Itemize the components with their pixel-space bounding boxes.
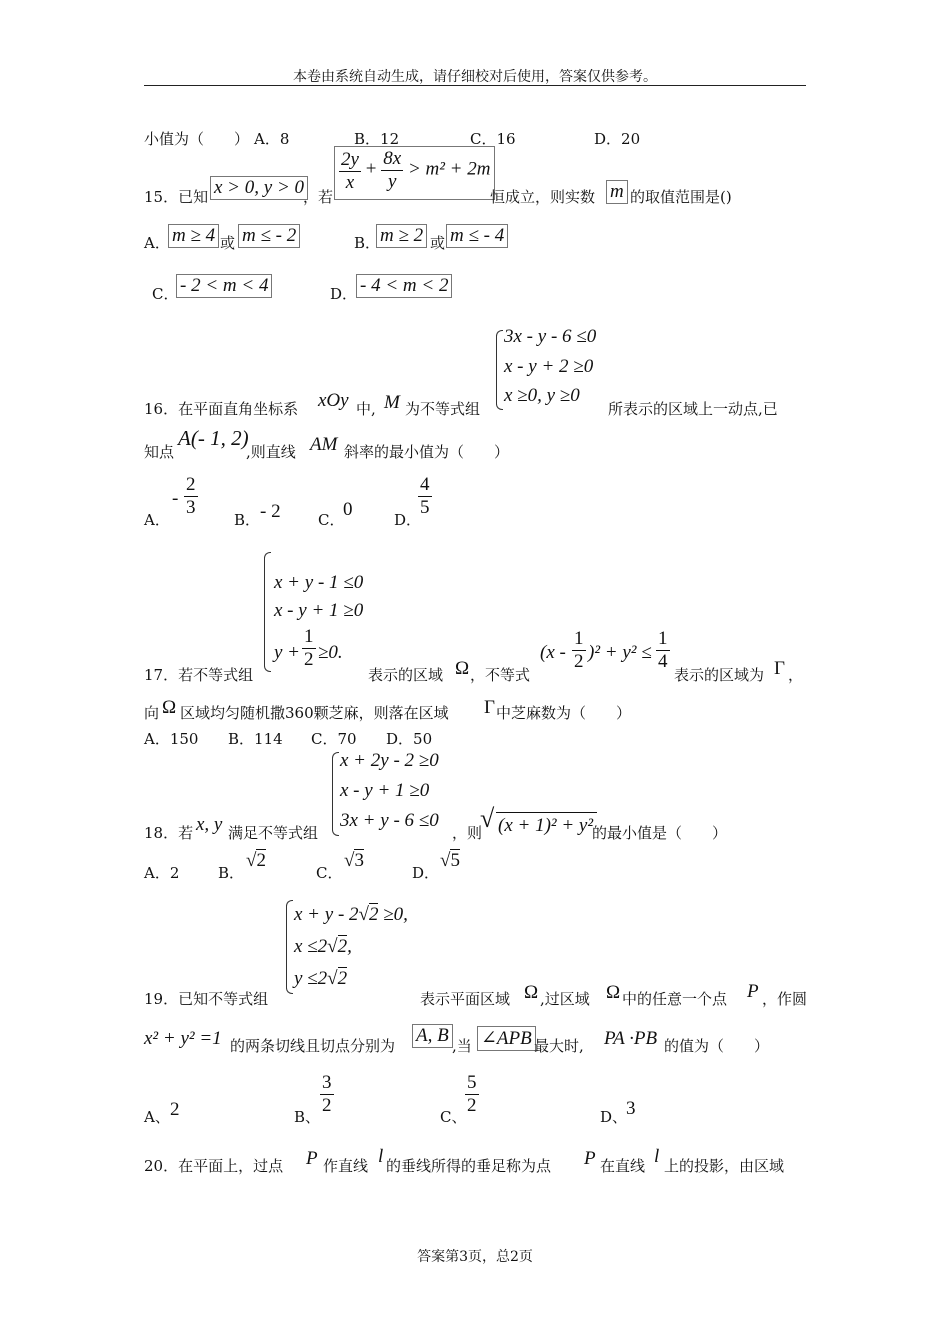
q20-e: 上的投影，由区域 [664, 1157, 785, 1175]
q14-lead: 小值为（ ） [144, 130, 250, 148]
q17-line2a: 向 [144, 704, 160, 722]
q19-sys3a: y ≤2 [294, 968, 328, 989]
q16-a-sign: - [172, 488, 179, 509]
q19-ab: A, B [412, 1024, 453, 1048]
q16-b-label: B． [234, 511, 261, 529]
q16-am: AM [310, 434, 338, 455]
q15-b-or: 或 [430, 234, 446, 252]
q15-d1: - 4 < m < 2 [356, 274, 452, 298]
q19-c-fraction [465, 1072, 479, 1117]
q18-tail: 的最小值是（ ） [592, 824, 728, 842]
page-footer: 答案第3页，总2页 [417, 1249, 533, 1265]
q16-mid2: 为不等式组 [405, 400, 481, 418]
q16-c-label: C． [318, 511, 345, 529]
q16-d-label: D． [394, 511, 422, 529]
q19-mid3: 中的任意一个点 [622, 990, 728, 1008]
q17-sys3-fraction [302, 626, 316, 671]
q15-rhs: > m² + 2m [407, 158, 491, 180]
sqrt-icon: √ [358, 904, 369, 925]
q15-a-label: A． [144, 234, 170, 252]
q16-b: - 2 [260, 501, 281, 522]
q17-option-d: D．50 [386, 730, 433, 748]
q19-angle: ∠APB [477, 1026, 536, 1051]
q19-line2c: 最大时, [534, 1037, 584, 1055]
q15-c-label: C． [152, 285, 179, 303]
q17-option-c: C．70 [311, 730, 357, 748]
q16-d-den: 5 [420, 497, 430, 518]
q17-line2c: 中芝麻数为（ ） [496, 704, 632, 722]
q15-a-or: 或 [220, 234, 236, 252]
q18-option-a: A．2 [144, 864, 180, 882]
q16-a-num: 2 [186, 474, 196, 495]
q16-line2b: ,则直线 [246, 443, 296, 461]
q17-option-a: A．150 [144, 730, 199, 748]
q20-p: P [306, 1148, 318, 1169]
q16-d-num: 4 [420, 474, 430, 495]
q17-system-brace [264, 552, 271, 672]
sqrt-icon: √2 [246, 850, 266, 871]
q16-number: 16．在平面直角坐标系 [144, 400, 299, 418]
q15-a1: m ≥ 4 [168, 224, 219, 248]
q19-b-num: 3 [322, 1072, 332, 1093]
q15-number: 15．已知 [144, 188, 209, 206]
q18-sys3: 3x + y - 6 ≤0 [340, 810, 439, 831]
q14-option-b: B．12 [354, 130, 400, 148]
q15-tail: 恒成立，则实数 [490, 188, 596, 206]
q19-system-brace [286, 900, 293, 994]
q20-l-2: l [654, 1146, 660, 1167]
q16-c: 0 [343, 499, 353, 520]
sqrt-icon: √ [480, 804, 495, 833]
q18-sys1: x + 2y - 2 ≥0 [340, 750, 439, 771]
q16-m: M [384, 392, 400, 413]
q14-option-c: C．16 [470, 130, 516, 148]
q18-d-radicand: 5 [450, 850, 460, 871]
q15-frac2-num: 8x [383, 148, 402, 169]
q19-sys3b: 2 [337, 968, 348, 989]
q19-line2d: 的值为（ ） [664, 1037, 770, 1055]
q16-mid1: 中, [356, 400, 376, 418]
q18-d-label: D． [412, 864, 440, 882]
q19-sys1b: 2 [368, 904, 379, 925]
q16-d-fraction [418, 474, 432, 519]
q15-var: m [606, 180, 628, 204]
q19-sys2a: x ≤2 [294, 936, 328, 957]
q17-option-b: B．114 [228, 730, 283, 748]
q15-a2: m ≤ - 2 [238, 224, 300, 248]
q18-b-label: B． [218, 864, 245, 882]
q18-c-label: C． [316, 864, 343, 882]
q17-sys3-den: 2 [304, 649, 314, 670]
q15-b1: m ≥ 2 [376, 224, 427, 248]
q19-circle: x² + y² =1 [144, 1028, 222, 1049]
q16-a-den: 3 [186, 497, 196, 518]
q15-b2: m ≤ - 4 [446, 224, 508, 248]
page-header: 本卷由系统自动生成，请仔细校对后使用，答案仅供参考。 [293, 69, 657, 85]
q19-tail: ，作圆 [762, 990, 808, 1008]
q19-sys2b: 2 [337, 936, 348, 957]
q16-sys2: x - y + 2 ≥0 [504, 356, 594, 377]
q17-omega-2: Ω [162, 697, 177, 718]
q19-b-fraction [320, 1072, 334, 1117]
q17-ineq-num: 1 [574, 628, 584, 649]
q19-mid2: ,过区域 [540, 990, 590, 1008]
q20-d: 在直线 [600, 1157, 646, 1175]
q18-xy: x, y [196, 814, 223, 835]
q19-omega: Ω [524, 982, 539, 1003]
q17-ineq-b: )² + y² ≤ [588, 642, 652, 663]
q19-mid1: 表示平面区域 [420, 990, 511, 1008]
q15-plus: + [365, 158, 377, 180]
q17-line2b: 区域均匀随机撒360颗芝麻，则落在区域 [180, 704, 449, 722]
q15-condition: x > 0, y > 0 [210, 176, 308, 200]
header-divider [144, 85, 806, 86]
q19-sys3 [294, 968, 347, 990]
q17-ineq-den: 2 [574, 651, 584, 672]
q14-option-a: A．8 [254, 130, 290, 148]
q19-c-num: 5 [467, 1072, 477, 1093]
q19-line2b: ,当 [452, 1037, 472, 1055]
q16-system-brace [496, 330, 503, 410]
q18-system-brace [332, 752, 339, 836]
q17-ineq-rhs-num: 1 [658, 628, 668, 649]
q18-sys2: x - y + 1 ≥0 [340, 780, 430, 801]
sqrt-icon: √3 [344, 850, 364, 871]
q16-point-a: A(- 1, 2) [178, 426, 249, 450]
q20-a: 20．在平面上，过点 [144, 1157, 284, 1175]
q19-d: 3 [626, 1098, 636, 1119]
q17-sys2: x - y + 1 ≥0 [274, 600, 364, 621]
q17-ineq-a: (x - [540, 642, 566, 663]
q17-gamma-2: Γ [484, 697, 495, 718]
q19-b-den: 2 [322, 1095, 332, 1116]
q17-mid3: 表示的区域为 [674, 666, 765, 684]
q19-a: 2 [170, 1099, 180, 1120]
q19-sys1 [294, 904, 408, 926]
q17-sys3-num: 1 [304, 626, 314, 647]
q19-line2a: 的两条切线且切点分别为 [230, 1037, 396, 1055]
q20-c: 的垂线所得的垂足称为点 [386, 1157, 552, 1175]
q18-b-radicand: 2 [256, 850, 266, 871]
q18-number: 18．若 [144, 824, 194, 842]
q15-b-label: B． [354, 234, 381, 252]
q14-option-d: D．20 [594, 130, 641, 148]
q17-sys3a: y + [274, 642, 301, 663]
q15-c1: - 2 < m < 4 [176, 274, 272, 298]
q15-frac2-den: y [387, 171, 397, 192]
q15-frac1-num: 2y [341, 149, 359, 170]
q18-mid1: 满足不等式组 [228, 824, 319, 842]
q16-tail: 所表示的区域上一动点,已 [608, 400, 778, 418]
q19-b-label: B、 [294, 1108, 321, 1126]
q16-sys3: x ≥0, y ≥0 [504, 385, 580, 406]
q19-c-label: C、 [440, 1108, 467, 1126]
q16-line2a: 知点 [144, 443, 175, 461]
q15-d-label: D． [330, 285, 358, 303]
sqrt-icon: √ [327, 968, 338, 989]
q17-omega: Ω [455, 658, 470, 679]
q19-a-label: A、 [144, 1108, 170, 1126]
sqrt-icon: √ [327, 936, 338, 957]
q17-ineq-rhs-den: 4 [658, 651, 668, 672]
q18-expression: (x + 1)² + y² [496, 812, 597, 837]
q15-mid: ，若 [303, 188, 334, 206]
q15-inequality [334, 146, 495, 200]
q17-sys3b: ≥0. [318, 642, 343, 663]
q16-line2c: 斜率的最小值为（ ） [344, 443, 510, 461]
q18-c-radicand: 3 [354, 850, 364, 871]
q17-sys1: x + y - 1 ≤0 [274, 572, 364, 593]
q19-dot-product: PA ·PB [604, 1028, 658, 1049]
q20-l: l [378, 1146, 384, 1167]
q17-mid2: ，不等式 [470, 666, 531, 684]
q20-b: 作直线 [323, 1157, 369, 1175]
sqrt-icon: √5 [440, 850, 460, 871]
q17-number: 17．若不等式组 [144, 666, 254, 684]
q19-omega-2: Ω [606, 982, 621, 1003]
q19-sys1a: x + y - 2 [294, 904, 359, 925]
q16-sys1: 3x - y - 6 ≤0 [504, 326, 597, 347]
q18-mid2: ，则 [452, 824, 483, 842]
q17-ineq-fraction [572, 628, 586, 673]
q17-comma: ， [788, 666, 804, 684]
q15-frac1-den: x [345, 172, 355, 193]
q19-sys2c: , [347, 936, 352, 957]
q19-p: P [747, 981, 759, 1002]
q19-d-label: D、 [600, 1108, 628, 1126]
q19-number: 19．已知不等式组 [144, 990, 269, 1008]
q17-gamma: Γ [774, 658, 785, 679]
q16-xoy: xOy [318, 390, 349, 411]
q19-c-den: 2 [467, 1095, 477, 1116]
q17-mid1: 表示的区域 [368, 666, 444, 684]
q20-p-2: P [584, 1148, 596, 1169]
q16-a-label: A． [144, 511, 170, 529]
q19-sys2 [294, 936, 352, 958]
q16-a-fraction [184, 474, 198, 519]
q17-ineq-rhs-fraction [656, 628, 670, 673]
q15-tail2: 的取值范围是() [630, 188, 732, 206]
q19-sys1c: ≥0, [383, 904, 408, 925]
